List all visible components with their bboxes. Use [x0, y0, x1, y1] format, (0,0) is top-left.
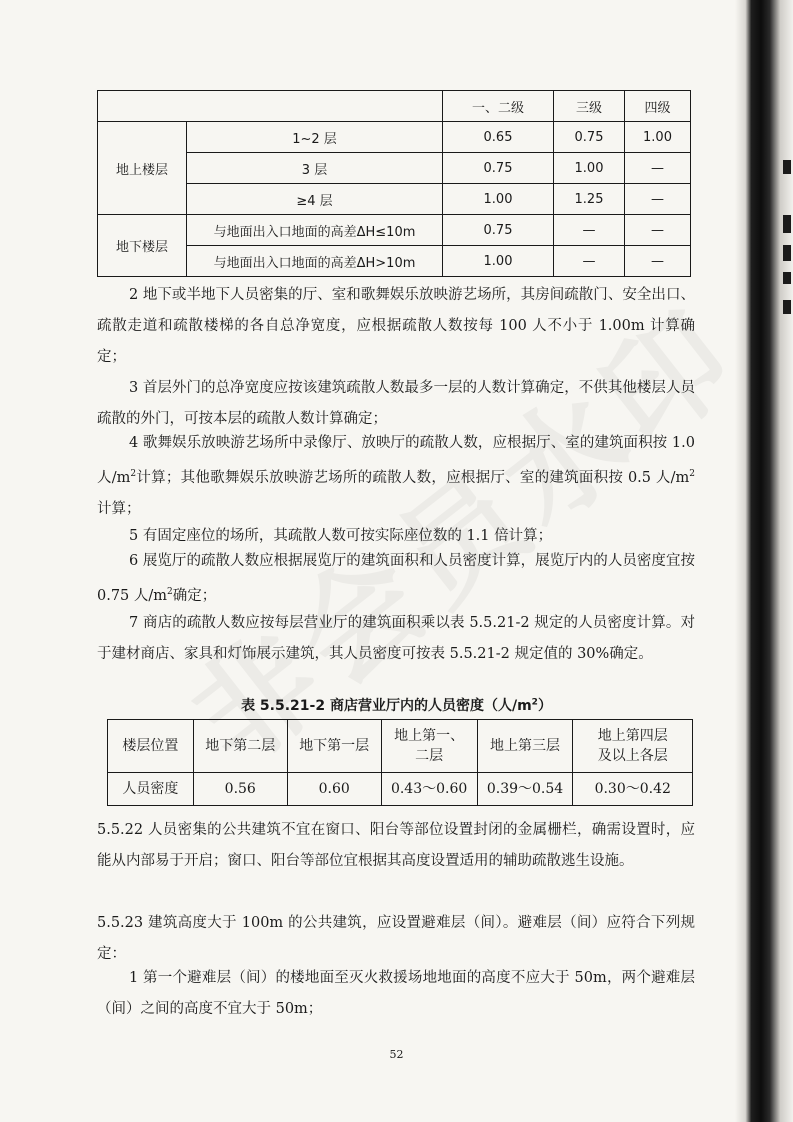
- table-occupant-density: [107, 719, 693, 806]
- paragraph-4-part-1: 4 歌舞娱乐放映游艺场所中录像厅、放映厅的疏散人数，应根据厅、室的建筑面积按 1.0 人/m: [97, 435, 695, 486]
- clause-5-5-23-item-1: 1 第一个避难层（间）的楼地面至灭火救援场地地面的高度不应大于 50m，两个避难层（间）之间的高度不宜大于 50m；: [97, 970, 695, 1017]
- value-cell: —: [554, 246, 625, 277]
- table-row: [98, 122, 691, 153]
- paragraph-6: [97, 546, 695, 612]
- scan-edge-marks: [779, 0, 791, 1122]
- table-header-row: [108, 720, 693, 773]
- floor-cell: 与地面出入口地面的高差ΔH≤10m: [187, 215, 443, 246]
- header-floors-1-2-line-2: 二层: [415, 748, 444, 764]
- header-floor-3: 地上第三层: [477, 720, 573, 773]
- paragraph-4-part-3: 计算；: [97, 500, 141, 517]
- density-value: 0.56: [193, 773, 287, 806]
- paragraph-6-part-2: 确定；: [172, 587, 217, 604]
- caption-text: 表 5.5.21-2 商店营业厅内的人员密度（人/m: [241, 698, 532, 714]
- paragraph-4-part-2: 计算；其他歌舞娱乐放映游艺场所的疏散人数，应根据厅、室的建筑面积按 0.5 人/m: [136, 469, 690, 486]
- table-caption: [0, 695, 793, 715]
- header-floor-position: 楼层位置: [108, 720, 194, 773]
- value-cell: 1.00: [443, 184, 554, 215]
- value-cell: 0.75: [443, 215, 554, 246]
- density-value: 0.30～0.42: [573, 773, 693, 806]
- page-number: 52: [389, 1048, 404, 1061]
- header-floors-1-2: [381, 720, 477, 773]
- header-basement-2: 地下第二层: [193, 720, 287, 773]
- clause-5-5-22: 5.5.22 人员密集的公共建筑不宜在窗口、阳台等部位设置封闭的金属栅栏，确需设置时，应能从内部易于开启；窗口、阳台等部位宜根据其高度设置适用的辅助疏散逃生设施。: [97, 822, 695, 869]
- paragraph-7: 7 商店的疏散人数应按每层营业厅的建筑面积乘以表 5.5.21-2 规定的人员密度计算。对于建材商店、家具和灯饰展示建筑，其人员密度可按表 5.5.21-2 规定值的 30%确定。: [97, 615, 695, 662]
- density-value: 0.39～0.54: [477, 773, 573, 806]
- table-row: [98, 215, 691, 246]
- header-grade-4: 四级: [625, 91, 691, 122]
- value-cell: —: [625, 184, 691, 215]
- paragraph-6-part-1: 6 展览厅的疏散人数应根据展览厅的建筑面积和人员密度计算，展览厅内的人员密度宜按 0.75 人/m: [97, 553, 695, 604]
- density-value: 0.43～0.60: [381, 773, 477, 806]
- value-cell: 1.25: [554, 184, 625, 215]
- value-cell: 1.00: [554, 153, 625, 184]
- table-row: [98, 184, 691, 215]
- value-cell: —: [625, 215, 691, 246]
- value-cell: 0.75: [443, 153, 554, 184]
- floor-cell: 1~2 层: [187, 122, 443, 153]
- floor-cell: 与地面出入口地面的高差ΔH>10m: [187, 246, 443, 277]
- value-cell: 1.00: [625, 122, 691, 153]
- group-label-above: 地上楼层: [98, 122, 187, 215]
- floor-cell: 3 层: [187, 153, 443, 184]
- value-cell: —: [554, 215, 625, 246]
- table-row: [108, 773, 693, 806]
- header-floors-1-2-line-1: 地上第一、: [394, 728, 465, 744]
- caption-end: ）: [537, 698, 552, 714]
- paragraph-3: 3 首层外门的总净宽度应按该建筑疏散人数最多一层的人数计算确定，不供其他楼层人员疏散的外门，可按本层的疏散人数计算确定；: [97, 380, 695, 427]
- paragraph-5: 5 有固定座位的场所，其疏散人数可按实际座位数的 1.1 倍计算；: [129, 528, 553, 544]
- floor-cell: ≥4 层: [187, 184, 443, 215]
- table-row: [98, 153, 691, 184]
- clause-5-5-23: 5.5.23 建筑高度大于 100m 的公共建筑，应设置避难层（间）。避难层（间）应符合下列规定：: [97, 915, 695, 962]
- header-floor-4-up: [573, 720, 693, 773]
- header-basement-1: 地下第一层: [287, 720, 381, 773]
- value-cell: 1.00: [443, 246, 554, 277]
- table-header-row: [98, 91, 691, 122]
- value-cell: —: [625, 246, 691, 277]
- table-row: [98, 246, 691, 277]
- group-label-below: 地下楼层: [98, 215, 187, 277]
- superscript-2: 2: [167, 587, 173, 597]
- row-label-density: 人员密度: [108, 773, 194, 806]
- superscript-2: 2: [130, 469, 137, 479]
- value-cell: 0.65: [443, 122, 554, 153]
- header-empty: [98, 91, 443, 122]
- header-floor-4-up-line-1: 地上第四层: [597, 728, 668, 744]
- paragraph-4: [97, 428, 695, 525]
- value-cell: 0.75: [554, 122, 625, 153]
- superscript-2: 2: [689, 469, 695, 479]
- header-floor-4-up-line-2: 及以上各层: [597, 748, 668, 764]
- value-cell: —: [625, 153, 691, 184]
- caption-superscript: 2: [531, 697, 538, 708]
- density-value: 0.60: [287, 773, 381, 806]
- header-grade-1-2: 一、二级: [443, 91, 554, 122]
- table-stair-width: [97, 90, 691, 277]
- header-grade-3: 三级: [554, 91, 625, 122]
- paragraph-2: 2 地下或半地下人员密集的厅、室和歌舞娱乐放映游艺场所，其房间疏散门、安全出口、疏散走道和疏散楼梯的各自总净宽度，应根据疏散人数按每 100 人不小于 1.00m 计算确定；: [97, 287, 695, 365]
